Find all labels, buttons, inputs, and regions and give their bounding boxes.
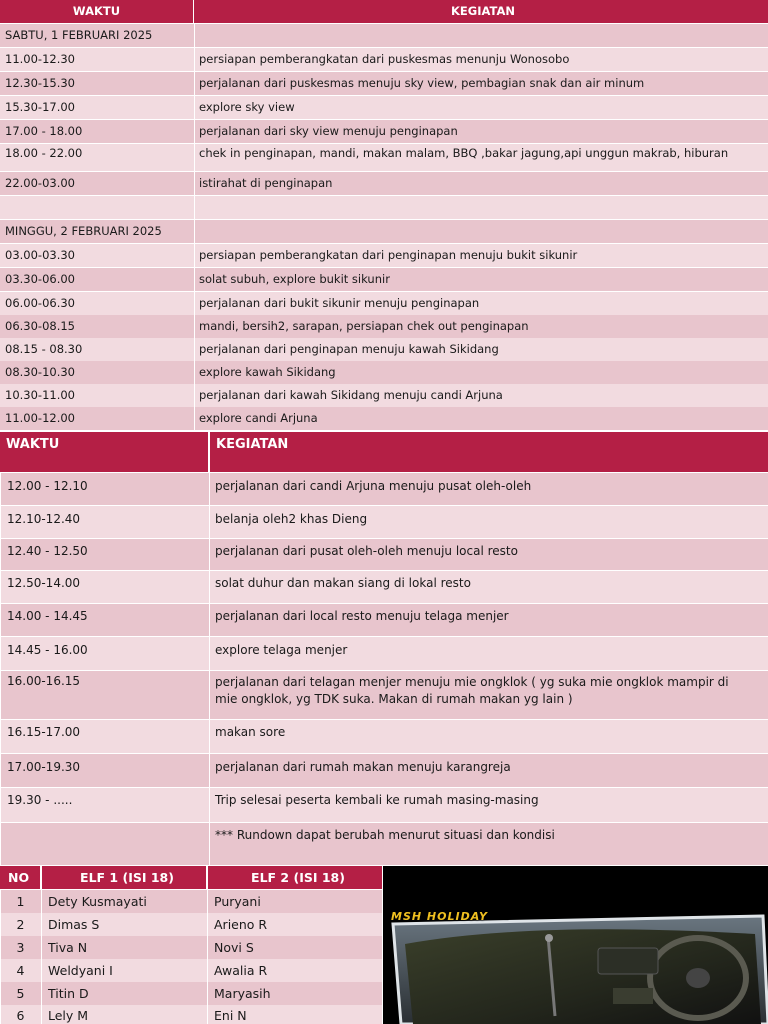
- activity-cell: perjalanan dari puskesmas menuju sky view, pembagian snak dan air minum: [194, 72, 768, 95]
- elf1-cell: Titin D: [41, 982, 206, 1005]
- table-row: [0, 220, 768, 243]
- table-row: [0, 172, 768, 195]
- table-row: [0, 292, 768, 315]
- time-cell: 12.00 - 12.10: [0, 473, 208, 505]
- header-kegiatan: KEGIATAN: [194, 0, 768, 23]
- table-row: [0, 571, 768, 603]
- activity-cell: perjalanan dari kawah Sikidang menuju candi Arjuna: [194, 384, 768, 407]
- activity-cell: perjalanan dari candi Arjuna menuju pusat oleh-oleh: [209, 473, 768, 505]
- activity-cell: explore kawah Sikidang: [194, 361, 768, 384]
- activity-cell: explore candi Arjuna: [194, 407, 768, 430]
- bus-interior-image: [383, 866, 768, 1024]
- activity-cell: perjalanan dari rumah makan menuju karangreja: [209, 754, 768, 787]
- time-cell: [0, 823, 208, 865]
- activity-cell: perjalanan dari penginapan menuju kawah Sikidang: [194, 338, 768, 361]
- table-row: [0, 24, 768, 47]
- header-elf2: ELF 2 (ISI 18): [207, 866, 382, 889]
- table-row: [0, 407, 768, 430]
- table-row: [0, 671, 768, 719]
- header-no: NO: [0, 866, 40, 889]
- table-row: [0, 196, 768, 219]
- table-row: [0, 361, 768, 384]
- time-cell: 12.10-12.40: [0, 506, 208, 538]
- no-cell: 1: [0, 890, 40, 913]
- time-cell: 14.45 - 16.00: [0, 637, 208, 670]
- activity-cell: mandi, bersih2, sarapan, persiapan chek out penginapan: [194, 315, 768, 338]
- elf2-cell: Maryasih: [207, 982, 382, 1005]
- time-cell: 12.30-15.30: [5, 76, 75, 90]
- elf1-cell: Lely M: [41, 1005, 206, 1024]
- time-cell: 17.00-19.30: [0, 754, 208, 787]
- holiday-logo-text: MSH HOLIDAY: [391, 910, 488, 923]
- no-cell: 2: [0, 913, 40, 936]
- elf2-cell: Eni N: [207, 1005, 382, 1024]
- table-header: [0, 432, 768, 472]
- table-row: [0, 506, 768, 538]
- table-row: [0, 384, 768, 407]
- time-cell: 10.30-11.00: [5, 388, 75, 402]
- activity-cell: perjalanan dari local resto menuju telaga menjer: [209, 604, 768, 636]
- activity-cell: persiapan pemberangkatan dari penginapan menuju bukit sikunir: [194, 244, 768, 267]
- no-cell: 4: [0, 959, 40, 982]
- activity-cell: explore telaga menjer: [209, 637, 768, 670]
- time-cell: 12.40 - 12.50: [0, 539, 208, 570]
- elf1-cell: Weldyani I: [41, 959, 206, 982]
- table-row: [0, 936, 382, 959]
- time-cell: 03.30-06.00: [5, 272, 75, 286]
- table-row: [0, 48, 768, 71]
- activity-cell: explore sky view: [194, 96, 768, 119]
- elf2-cell: Novi S: [207, 936, 382, 959]
- time-cell: MINGGU, 2 FEBRUARI 2025: [5, 224, 162, 238]
- elf1-cell: Dimas S: [41, 913, 206, 936]
- table-row: [0, 823, 768, 865]
- time-cell: 22.00-03.00: [5, 176, 75, 190]
- activity-cell: solat subuh, explore bukit sikunir: [194, 268, 768, 291]
- time-cell: SABTU, 1 FEBRUARI 2025: [5, 28, 153, 42]
- time-cell: 03.00-03.30: [5, 248, 75, 262]
- time-cell: 11.00-12.30: [5, 52, 75, 66]
- time-cell: 12.50-14.00: [0, 571, 208, 603]
- table-row: [0, 1005, 382, 1024]
- time-cell: 16.00-16.15: [0, 671, 208, 719]
- activity-cell: solat duhur dan makan siang di lokal resto: [209, 571, 768, 603]
- table-row: [0, 96, 768, 119]
- no-cell: 5: [0, 982, 40, 1005]
- activity-cell: *** Rundown dapat berubah menurut situasi dan kondisi: [209, 823, 768, 865]
- activity-cell: persiapan pemberangkatan dari puskesmas menunju Wonosobo: [194, 48, 768, 71]
- time-cell: 11.00-12.00: [5, 411, 75, 425]
- elf1-cell: Dety Kusmayati: [41, 890, 206, 913]
- activity-cell: perjalanan dari bukit sikunir menuju penginapan: [194, 292, 768, 315]
- time-cell: 16.15-17.00: [0, 720, 208, 753]
- table-row: [0, 982, 382, 1005]
- table-row: [0, 890, 382, 913]
- table-row: [0, 637, 768, 670]
- activity-cell: makan sore: [209, 720, 768, 753]
- activity-cell: [194, 220, 768, 243]
- table-row: [0, 315, 768, 338]
- header-elf1: ELF 1 (ISI 18): [41, 866, 206, 889]
- time-cell: 19.30 - .....: [0, 788, 208, 822]
- time-cell: [0, 196, 193, 219]
- no-cell: 3: [0, 936, 40, 959]
- bus-interior-photo: [383, 866, 768, 1024]
- table-row: [0, 913, 382, 936]
- no-cell: 6: [0, 1005, 40, 1024]
- activity-cell: [194, 24, 768, 47]
- time-cell: 15.30-17.00: [5, 100, 75, 114]
- table-row: [0, 268, 768, 291]
- time-cell: 08.15 - 08.30: [5, 342, 83, 356]
- table-row: [0, 754, 768, 787]
- header-kegiatan: KEGIATAN: [209, 432, 768, 472]
- header-waktu: WAKTU: [0, 432, 208, 472]
- elf1-cell: Tiva N: [41, 936, 206, 959]
- activity-cell: perjalanan dari pusat oleh-oleh menuju local resto: [209, 539, 768, 570]
- activity-cell: Trip selesai peserta kembali ke rumah masing-masing: [209, 788, 768, 822]
- time-cell: 06.30-08.15: [5, 319, 75, 333]
- elf2-cell: Puryani: [207, 890, 382, 913]
- activity-cell: belanja oleh2 khas Dieng: [209, 506, 768, 538]
- table-header: [0, 866, 382, 889]
- activity-cell: perjalanan dari telagan menjer menuju mie ongklok ( yg suka mie ongklok mampir di mie ongklok, yg TDK suka. Makan di rumah makan yg lain ): [209, 671, 768, 719]
- table-row: [0, 720, 768, 753]
- elf2-cell: Arieno R: [207, 913, 382, 936]
- table-header: [0, 0, 768, 23]
- time-cell: 14.00 - 14.45: [0, 604, 208, 636]
- time-cell: 17.00 - 18.00: [5, 124, 83, 138]
- table-row: [0, 604, 768, 636]
- table-row: [0, 788, 768, 822]
- table-row: [0, 473, 768, 505]
- table-row: [0, 959, 382, 982]
- table-row: [0, 120, 768, 143]
- table-row: [0, 72, 768, 95]
- table-row: [0, 144, 768, 171]
- activity-cell: istirahat di penginapan: [194, 172, 768, 195]
- activity-cell: perjalanan dari sky view menuju penginapan: [194, 120, 768, 143]
- activity-cell: [194, 196, 768, 219]
- activity-cell: chek in penginapan, mandi, makan malam, BBQ ,bakar jagung,api unggun makrab, hiburan: [194, 144, 768, 171]
- table-row: [0, 244, 768, 267]
- time-cell: 08.30-10.30: [5, 365, 75, 379]
- table-row: [0, 338, 768, 361]
- time-cell: 18.00 - 22.00: [5, 146, 83, 160]
- time-cell: 06.00-06.30: [5, 296, 75, 310]
- table-row: [0, 539, 768, 570]
- header-waktu: WAKTU: [0, 0, 193, 23]
- elf2-cell: Awalia R: [207, 959, 382, 982]
